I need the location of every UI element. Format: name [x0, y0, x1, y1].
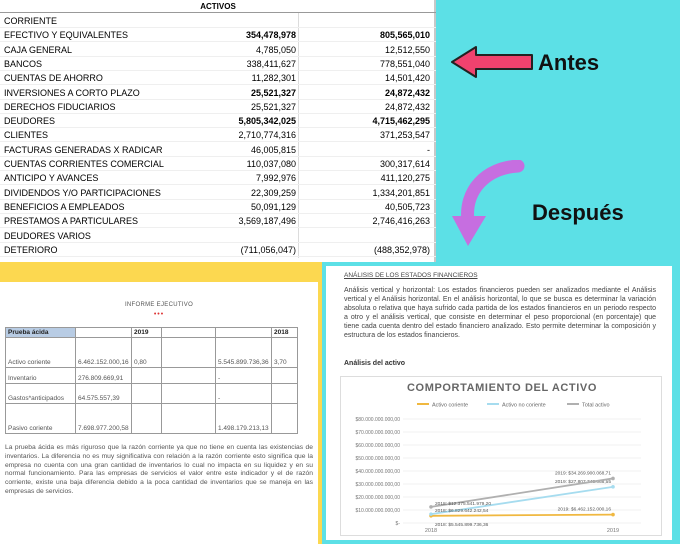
table-cell: [132, 384, 162, 404]
y-tick-label: $-: [395, 521, 400, 527]
legend-label: Activo coriente: [432, 402, 469, 409]
account-label: DEUDORES VARIOS: [4, 230, 91, 241]
x-tick-label: 2019: [606, 528, 620, 534]
account-label: DEUDORES: [4, 116, 56, 127]
account-label: CLIENTES: [4, 130, 49, 141]
value-period-1: 25,521,327: [250, 87, 296, 98]
table-cell: [132, 404, 162, 434]
data-point: [611, 477, 615, 481]
sheet-row: [0, 243, 436, 257]
y-tick-label: $30.000.000.000,00: [355, 482, 400, 488]
account-label: BENEFICIOS A EMPLEADOS: [4, 201, 125, 212]
value-period-2: 300,317,614: [379, 159, 430, 169]
value-period-1: 2,710,774,316: [238, 130, 296, 141]
value-period-1: 7,992,976: [255, 173, 296, 184]
sheet-row: [0, 214, 436, 228]
table-cell: Inventario: [6, 368, 76, 384]
sheet-row: [0, 100, 436, 114]
legend-label: Activo no coriente: [502, 402, 546, 409]
value-period-1: 22,309,259: [250, 187, 296, 198]
value-period-2: 12,512,550: [384, 44, 430, 55]
financial-analysis-page: [322, 262, 680, 544]
table-row: [6, 404, 298, 434]
value-period-2: 40,505,723: [384, 201, 430, 212]
sheet-row: [0, 128, 436, 142]
header-cell: [76, 328, 132, 338]
account-label: EFECTIVO Y EQUIVALENTES: [4, 30, 129, 41]
table-cell: [272, 384, 298, 404]
data-label: 2018: $12.375.541.979,20: [435, 501, 492, 507]
account-label: INVERSIONES A CORTO PLAZO: [4, 87, 140, 98]
table-cell: Pasivo coriente: [6, 404, 76, 434]
sheet-row: [0, 28, 436, 42]
value-period-2: 371,253,547: [379, 130, 430, 141]
executive-report-page: [0, 262, 322, 544]
account-label: FACTURAS GENERADAS X RADICAR: [4, 144, 163, 155]
value-period-1: 5,805,342,025: [238, 116, 296, 127]
antes-label: Antes: [538, 50, 600, 75]
value-period-2: 778,551,040: [379, 58, 430, 69]
y-tick-label: $20.000.000.000,00: [355, 495, 400, 501]
table-cell: 64.575.557,39: [76, 384, 132, 404]
y-tick-label: $60.000.000.000,00: [355, 443, 400, 449]
value-period-1: (711,056,047): [240, 244, 296, 255]
table-cell: [162, 404, 216, 434]
table-row: [6, 338, 298, 368]
table-cell: 0,80: [132, 338, 162, 368]
data-point: [429, 505, 433, 509]
table-cell: -: [216, 384, 272, 404]
x-tick-label: 2018: [424, 528, 438, 534]
data-label: 2019: $27.807.748.068,55: [554, 479, 611, 485]
asset-chart-container: [340, 376, 662, 536]
assets-spreadsheet: [0, 0, 436, 262]
header-cell: [162, 328, 216, 338]
sheet-row: [0, 71, 436, 85]
table-cell: [162, 368, 216, 384]
value-period-1: 110,037,080: [246, 159, 296, 169]
account-label: DETERIORO: [4, 244, 58, 255]
y-tick-label: $10.000.000.000,00: [355, 508, 400, 514]
table-header-row: [6, 328, 298, 338]
value-period-2: (488,352,978): [373, 244, 430, 255]
account-label: DERECHOS FIDUCIARIOS: [4, 101, 116, 112]
asset-line-chart: [341, 377, 663, 537]
acid-test-table: [5, 327, 298, 434]
account-label: ANTICIPO Y AVANCES: [4, 173, 99, 184]
header-cell: [216, 328, 272, 338]
value-period-2: 2,746,416,263: [372, 216, 430, 227]
value-period-1: 354,478,978: [245, 30, 296, 41]
table-cell: 5.545.899.736,36: [216, 338, 272, 368]
table-cell: [132, 368, 162, 384]
sheet-row: [0, 200, 436, 214]
header-cell: 2019: [132, 328, 162, 338]
value-period-2: 805,565,010: [379, 30, 430, 41]
table-cell: [162, 338, 216, 368]
data-point: [611, 485, 615, 489]
account-label: CORRIENTE: [4, 16, 58, 26]
table-row: [6, 384, 298, 404]
account-label: CAJA GENERAL: [4, 44, 73, 55]
value-period-1: 11,282,301: [251, 73, 296, 84]
table-cell: 6.462.152.000,16: [76, 338, 132, 368]
table-cell: Gastos*anticipados: [6, 384, 76, 404]
sheet-row: [0, 143, 436, 157]
account-label: PRESTAMOS A PARTICULARES: [4, 216, 139, 227]
data-label: 2018: $6.829.642.242,54: [435, 509, 489, 515]
table-cell: [162, 384, 216, 404]
analysis-subheading: Análisis del activo: [344, 360, 406, 367]
value-period-2: 1,334,201,851: [372, 187, 430, 198]
value-period-1: 4,785,050: [255, 44, 296, 55]
legend-label: Total activo: [582, 402, 610, 409]
data-label: 2019: $6.462.152.000,16: [557, 507, 611, 513]
sheet-row: [0, 43, 436, 57]
value-period-1: 50,091,129: [250, 201, 296, 212]
sheet-header: ACTIVOS: [0, 0, 436, 13]
value-period-1: 3,569,187,496: [238, 216, 296, 227]
value-period-2: 24,872,432: [384, 101, 430, 112]
header-cell: 2018: [272, 328, 298, 338]
value-period-2: 24,872,432: [384, 87, 430, 98]
table-cell: 276.809.669,91: [76, 368, 132, 384]
acid-test-paragraph: La prueba ácida es más riguroso que la razón corriente ya que no tiene en cuenta las existencias de inventarios. La diferencia no es muy significativa con relación a la razón corriente esto significa que la empresa no cuenta con una gran cantidad de inventarios lo cual no impacta en su liquidez y en su normal funcionamiento. Para las empresas de servicios el valor entre este indicador y el de razón corriente, existe una baja diferencia debido a la poca cantidad de inventarios que se maneja en las empresas de servicios.: [5, 444, 313, 495]
sheet-row: [0, 14, 436, 28]
value-period-1: 25,521,327: [250, 101, 296, 112]
y-tick-label: $70.000.000.000,00: [355, 430, 400, 436]
despues-label: Después: [532, 200, 624, 225]
data-point: [429, 512, 433, 516]
account-label: CUENTAS CORRIENTES COMERCIAL: [4, 159, 164, 169]
table-cell: Activo coriente: [6, 338, 76, 368]
purple-curved-arrow-icon: [446, 160, 526, 250]
value-period-2: 4,715,462,295: [372, 116, 430, 127]
y-tick-label: $40.000.000.000,00: [355, 469, 400, 475]
value-period-1: 46,005,815: [250, 144, 296, 155]
analysis-paper: [326, 266, 672, 540]
report-title: INFORME EJECUTIVO: [124, 302, 194, 308]
table-cell: 1.498.179.213,13: [216, 404, 272, 434]
title-dots: •••: [153, 311, 165, 318]
sheet-row: [0, 157, 436, 171]
value-period-2: 14,501,420: [384, 73, 430, 84]
table-cell: 7.698.977.200,58: [76, 404, 132, 434]
sheet-row: [0, 114, 436, 128]
value-period-2: 411,120,275: [380, 173, 430, 184]
sheet-row: [0, 86, 436, 100]
data-label: 2019: $34.269.900.068,71: [554, 471, 611, 477]
report-paper: [0, 282, 318, 544]
sheet-row: [0, 229, 436, 243]
sheet-row: [0, 186, 436, 200]
table-row: [6, 368, 298, 384]
y-tick-label: $50.000.000.000,00: [355, 456, 400, 462]
data-point: [611, 513, 615, 517]
value-period-2: -: [427, 144, 430, 155]
account-label: DIVIDENDOS Y/O PARTICIPACIONES: [4, 187, 161, 198]
account-label: CUENTAS DE AHORRO: [4, 73, 103, 84]
table-cell: [272, 404, 298, 434]
chart-title: COMPORTAMIENTO DEL ACTIVO: [407, 382, 597, 394]
table-cell: -: [216, 368, 272, 384]
data-label: 2018: $5.545.899.736,36: [435, 522, 489, 528]
value-period-1: 338,411,627: [246, 58, 296, 69]
table-cell: 3,70: [272, 338, 298, 368]
pink-left-arrow-icon: [450, 44, 536, 80]
y-tick-label: $80.000.000.000,00: [355, 417, 400, 423]
table-cell: [272, 368, 298, 384]
sheet-row: [0, 57, 436, 71]
sheet-row: [0, 171, 436, 185]
account-label: BANCOS: [4, 58, 43, 69]
analysis-paragraph: Análisis vertical y horizontal: Los estados financieros pueden ser analizados mediante el Análisis vertical y el Análisis horizontal. En el análisis horizontal, lo que se busca es determinar la variación absoluta o relativa que haya sufrido cada partida de los estados financieros en un periodo respecto a otro y el análisis vertical, que consiste en determinar el peso proporcional (en porcentaje) que tiene cada cuenta dentro del estado financiero analizado. Esto permite determinar la composición y estructura de los estados financieros.: [344, 287, 656, 339]
analysis-heading: ANÁLISIS DE LOS ESTADOS FINANCIEROS: [344, 272, 478, 279]
series-line: [431, 515, 613, 516]
header-cell: Prueba ácida: [6, 328, 76, 338]
